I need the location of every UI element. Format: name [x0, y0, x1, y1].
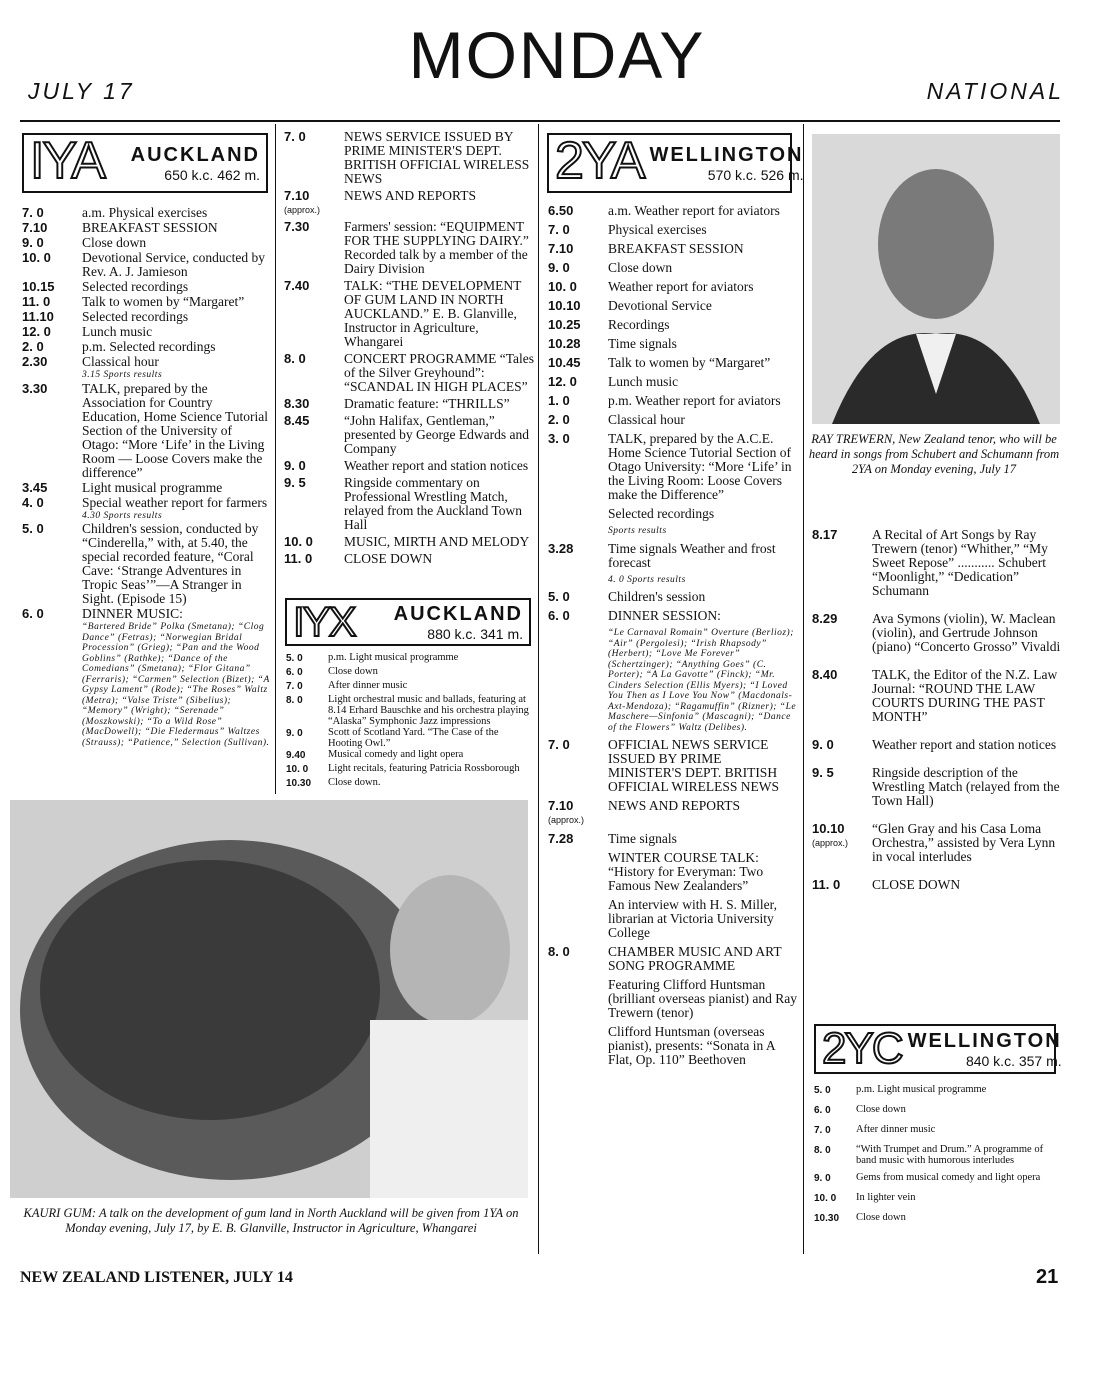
schedule-time: 10.30 [286, 778, 312, 789]
schedule-description: Time signals Weather and frost forecast [608, 540, 776, 570]
schedule-item [286, 666, 534, 680]
schedule-time: 3.45 [22, 479, 48, 495]
schedule-time: 6. 0 [286, 667, 303, 678]
schedule-description: 3.15 Sports results [82, 370, 163, 380]
schedule-description: Classical hour [82, 354, 159, 369]
schedule-item [22, 340, 272, 354]
schedule-description: Close down [82, 235, 147, 250]
schedule-description: NEWS AND REPORTS [344, 188, 476, 203]
schedule-item [22, 481, 272, 495]
schedule-item [812, 822, 1062, 864]
schedule-description: Scott of Scotland Yard. “The Case of the Hooting Owl.” [328, 727, 499, 749]
schedule-description: BREAKFAST SESSION [82, 220, 218, 235]
schedule-time: 10. 0 [284, 534, 313, 549]
schedule-time: 7.10 [22, 220, 48, 235]
schedule-time: 10.10 (approx.) [812, 822, 872, 864]
schedule-time: 9. 0 [284, 458, 306, 473]
schedule-item [548, 1025, 798, 1067]
column-divider [538, 124, 539, 1254]
schedule-description: Talk to women by “Margaret” [82, 294, 245, 309]
schedule-item [548, 261, 798, 275]
station-city: WELLINGTON [907, 1029, 1062, 1052]
schedule-description: Selected recordings [608, 506, 715, 521]
schedule-description: Dramatic feature: “THRILLS” [344, 396, 510, 411]
schedule-time: 2. 0 [22, 339, 44, 354]
schedule-item [286, 749, 534, 763]
schedule-item [22, 206, 272, 220]
schedule-time: 7.10 (approx.) [284, 189, 344, 217]
schedule-time [22, 370, 82, 381]
schedule-description: Featuring Clifford Huntsman (brilliant overseas pianist) and Ray Trewern (tenor) [608, 977, 797, 1020]
schedule-description: “With Trumpet and Drum.” A programme of band music with humorous interludes [856, 1144, 1044, 1166]
schedule-item [814, 1192, 1060, 1206]
column-divider [803, 124, 804, 1254]
schedule-time: 9. 0 [548, 260, 570, 275]
header-rule [20, 120, 1060, 122]
schedule-description: BREAKFAST SESSION [608, 241, 744, 256]
schedule-time: 8. 0 [814, 1145, 831, 1156]
schedule-time: 10. 0 [286, 764, 309, 775]
schedule-time: 7. 0 [284, 129, 306, 144]
schedule-time: 11. 0 [812, 877, 841, 892]
schedule-description: NEWS AND REPORTS [608, 798, 740, 813]
schedule-item [548, 799, 798, 827]
schedule-item [548, 628, 798, 733]
schedule-item [548, 738, 798, 794]
schedule-item [22, 355, 272, 369]
schedule-item [22, 221, 272, 235]
schedule-description: Ava Symons (violin), W. Maclean (violin), and Gertrude Johnson (piano) “Concerto Grosso” Vivaldi [872, 611, 1061, 654]
schedule-item [284, 279, 534, 349]
schedule-description: a.m. Weather report for aviators [608, 203, 780, 218]
page-number: 21 [1036, 1266, 1059, 1288]
station-badge-2yc [814, 1024, 1062, 1074]
schedule-item [814, 1084, 1060, 1098]
schedule-item [548, 575, 798, 586]
schedule-item [814, 1104, 1060, 1118]
schedule-description: CHAMBER MUSIC AND ART SONG PROGRAMME [608, 944, 782, 973]
trewern-caption: RAY TREWERN, New Zealand tenor, who will be heard in songs from Schubert and Schumann from 2YA on Monday evening, July 17 [808, 432, 1060, 476]
schedule-description: 4. 0 Sports results [608, 574, 686, 585]
schedule-time [548, 526, 608, 537]
schedule-item [284, 352, 534, 394]
schedule-description: “Bartered Bride” Polka (Smetana); “Clog Dance” (Fetras); “Norwegian Bridal Procession” (Grieg); “Pan and the Wood Goblins” (Rathke); “Dance of the Comedians” (Smetana); “Flor Gitana” (Ferraris); “Carmen” Selection (Bizet); “A Gypsy Lament” (Rode); “The Roses” Waltz (Metra); “Valse Triste” (Sibelius); “Memory” (Wright); “Serenade” (Moszkowski); “To a Wild Rose” (MacDowell); “Die Fledermaus” Waltzes (Strauss); “Patience,” Selection (Sullivan). [82, 622, 270, 748]
station-code: 2YA [555, 132, 644, 190]
schedule-description: “John Halifax, Gentleman,” presented by George Edwards and Company [344, 413, 529, 456]
schedule-time: 9.40 [286, 750, 306, 761]
schedule-item [284, 397, 534, 411]
schedule-item [548, 204, 798, 218]
schedule-time: 9. 5 [284, 475, 306, 490]
schedule-time [548, 507, 608, 521]
schedule-time: 6. 0 [814, 1105, 831, 1116]
schedule-description: A Recital of Art Songs by Ray Trewern (tenor) “Whither,” “My Sweet Repose” ........... Schubert “Moonlight,” “Dedication” Schumann [872, 527, 1048, 598]
schedule-time: 10. 0 [814, 1193, 837, 1204]
schedule-time [548, 851, 608, 893]
schedule-time: 1. 0 [548, 393, 570, 408]
schedule-time: 11. 0 [22, 294, 51, 309]
schedule-description: p.m. Weather report for aviators [608, 393, 781, 408]
schedule-description: Weather report and station notices [872, 737, 1057, 752]
schedule-description: Farmers' session: “EQUIPMENT FOR THE SUPPLYING DAIRY.” Recorded talk by a member of the Dairy Division [344, 219, 529, 276]
schedule-description: TALK, the Editor of the N.Z. Law Journal: “ROUND THE LAW COURTS DURING THE PAST MONTH” [872, 667, 1058, 724]
station-city: AUCKLAND [393, 602, 523, 625]
schedule-item [814, 1212, 1060, 1226]
schedule-item [22, 511, 272, 522]
schedule-item [22, 236, 272, 250]
iya-schedule [22, 206, 272, 749]
schedule-time: 6.50 [548, 203, 574, 218]
schedule-time [548, 978, 608, 1020]
schedule-item [22, 325, 272, 339]
schedule-time: 8. 0 [286, 695, 303, 706]
schedule-description: Children's session, conducted by “Cinderella,” with, at 5.40, the special recorded feature, “Coral Cave: ‘Strange Adventures in Tropic Seas’”—A Stranger in Sight. (Episode 15) [82, 521, 259, 606]
schedule-time [548, 628, 608, 733]
schedule-item [548, 851, 798, 893]
schedule-time: 10.15 [22, 279, 55, 294]
schedule-description: NEWS SERVICE ISSUED BY PRIME MINISTER'S DEPT. BRITISH OFFICIAL WIRELESS NEWS [344, 129, 530, 186]
schedule-item [548, 280, 798, 294]
schedule-item [548, 242, 798, 256]
2ya-evening-schedule [812, 528, 1062, 906]
station-badge-iyx [285, 598, 531, 646]
schedule-time: 7.10 (approx.) [548, 799, 608, 827]
schedule-time: 6. 0 [548, 608, 570, 623]
schedule-item [286, 694, 534, 727]
schedule-item [812, 612, 1062, 654]
schedule-time: 9. 0 [286, 728, 303, 739]
schedule-time [22, 511, 82, 522]
schedule-description: Close down [856, 1104, 906, 1115]
schedule-item [548, 356, 798, 370]
schedule-time [548, 898, 608, 940]
schedule-item [548, 590, 798, 604]
schedule-description: Sports results [608, 526, 667, 536]
page-title: MONDAY [408, 18, 706, 92]
schedule-description: Recordings [608, 317, 670, 332]
schedule-description: OFFICIAL NEWS SERVICE ISSUED BY PRIME MINISTER'S DEPT. BRITISH OFFICIAL WIRELESS NEWS [608, 737, 780, 794]
schedule-description: WINTER COURSE TALK: “History for Everyman: Two Famous New Zealanders” [608, 850, 764, 893]
schedule-item [812, 738, 1062, 752]
schedule-description: Lunch music [82, 324, 153, 339]
station-code: IYA [30, 132, 104, 190]
station-frequency: 650 k.c. 462 m. [164, 166, 260, 183]
schedule-item [284, 552, 534, 566]
schedule-item [548, 223, 798, 237]
schedule-description: Special weather report for farmers [82, 494, 268, 510]
schedule-time: 2.30 [22, 354, 48, 369]
schedule-item [812, 528, 1062, 598]
schedule-description: CLOSE DOWN [872, 877, 961, 892]
schedule-description: Close down. [328, 777, 381, 788]
schedule-time: 7. 0 [814, 1125, 831, 1136]
schedule-time: 11.10 [22, 309, 54, 324]
schedule-description: p.m. Light musical programme [856, 1084, 987, 1095]
schedule-description: An interview with H. S. Miller, librarian at Victoria University College [608, 897, 777, 940]
schedule-time: 10.45 [548, 355, 581, 370]
schedule-description: After dinner music [328, 680, 408, 691]
schedule-description: Children's session [608, 589, 706, 604]
schedule-time: 5. 0 [286, 653, 303, 664]
schedule-time: 7.40 [284, 278, 310, 293]
schedule-item [22, 622, 272, 748]
schedule-item [22, 370, 272, 381]
schedule-item [286, 652, 534, 666]
schedule-time: 10.30 [814, 1213, 840, 1224]
schedule-time [548, 1025, 608, 1067]
schedule-description: Clifford Huntsman (overseas pianist), presents: “Sonata in A Flat, Op. 110” Beethoven [608, 1024, 775, 1067]
schedule-item [548, 413, 798, 427]
schedule-time: 8.17 [812, 527, 838, 542]
schedule-time: 10. 0 [22, 250, 51, 265]
approx-note: (approx.) [284, 205, 321, 215]
schedule-item [812, 766, 1062, 808]
schedule-time [548, 575, 608, 586]
kauri-gum-photo-illustration [10, 800, 528, 1198]
schedule-description: “Glen Gray and his Casa Loma Orchestra,” assisted by Vera Lynn in vocal interludes [872, 821, 1056, 864]
schedule-description: DINNER SESSION: [608, 608, 721, 623]
schedule-time: 6. 0 [22, 606, 44, 621]
schedule-item [22, 310, 272, 324]
schedule-description: Selected recordings [82, 309, 189, 324]
schedule-time: 8. 0 [284, 351, 306, 366]
schedule-description: Devotional Service, conducted by Rev. A. J. Jamieson [82, 250, 265, 279]
ray-trewern-portrait [812, 134, 1060, 424]
schedule-description: CLOSE DOWN [344, 551, 433, 566]
schedule-description: Light recitals, featuring Patricia Rossborough [328, 763, 520, 774]
schedule-description: 4.30 Sports results [82, 510, 163, 521]
schedule-time: 9. 0 [814, 1173, 831, 1184]
schedule-item [284, 459, 534, 473]
schedule-item [548, 299, 798, 313]
schedule-item [22, 496, 272, 510]
schedule-item [548, 945, 798, 973]
schedule-item [284, 476, 534, 532]
schedule-description: “Le Carnaval Romain” Overture (Berlioz); “Air” (Pergolesi); “Irish Rhapsody” (Herbert); “Love Me Forever” (Schertzinger); “Anything Goes” (C. Porter); “A La Gavotte” (Finck); “Mr. Cinders Selection (Ellis Myers); “I Loved You Then as I Love You Now” (Macdonals-Axt-Mendoza); “Ragamuffin” (Rizner); “Le Maschere—Sinfonia” (Mascagni); “Dance of the Flowers” Waltz (Delibes). [608, 628, 797, 733]
schedule-item [284, 414, 534, 456]
schedule-time: 11. 0 [284, 551, 313, 566]
schedule-item [22, 280, 272, 294]
schedule-description: Close down [608, 260, 673, 275]
schedule-time [22, 622, 82, 748]
ray-trewern-photo [812, 134, 1060, 424]
schedule-description: Classical hour [608, 412, 685, 427]
schedule-time: 10.25 [548, 317, 581, 332]
schedule-item [548, 507, 798, 521]
schedule-description: Weather report and station notices [344, 458, 529, 473]
station-city: AUCKLAND [130, 143, 260, 166]
schedule-description: Selected recordings [82, 279, 189, 294]
schedule-item [548, 978, 798, 1020]
schedule-time: 7.28 [548, 831, 574, 846]
schedule-time: 7. 0 [548, 737, 570, 752]
schedule-description: DINNER MUSIC: [82, 606, 183, 621]
schedule-item [286, 727, 534, 749]
schedule-time: 10.10 [548, 298, 581, 313]
schedule-description: Talk to women by “Margaret” [608, 355, 771, 370]
schedule-time: 3.28 [548, 540, 574, 556]
schedule-description: p.m. Selected recordings [82, 339, 216, 354]
schedule-item [548, 542, 798, 570]
schedule-time: 7. 0 [548, 222, 570, 237]
schedule-description: Physical exercises [608, 222, 707, 237]
schedule-description: Gems from musical comedy and light opera [856, 1172, 1041, 1183]
station-frequency: 840 k.c. 357 m. [965, 1052, 1062, 1069]
station-badge-iya [22, 133, 268, 193]
schedule-item [22, 522, 272, 606]
schedule-description: MUSIC, MIRTH AND MELODY [344, 534, 530, 549]
schedule-item [22, 382, 272, 480]
schedule-time: 8.30 [284, 396, 310, 411]
publication-footer: NEW ZEALAND LISTENER, JULY 14 [20, 1269, 293, 1286]
schedule-time: 10. 0 [548, 279, 577, 294]
schedule-item [284, 535, 534, 549]
schedule-time: 8.29 [812, 611, 838, 626]
schedule-item [548, 432, 798, 502]
schedule-item [548, 609, 798, 623]
schedule-description: TALK, prepared by the A.C.E. Home Science Tutorial Section of Otago University: “More ‘Life’ in the Living Room: Loose Covers make the Difference” [608, 431, 792, 502]
schedule-item [22, 251, 272, 279]
schedule-time: 5. 0 [548, 589, 570, 604]
schedule-description: TALK: “THE DEVELOPMENT OF GUM LAND IN NORTH AUCKLAND.” E. B. Glanville, Instructor in Agriculture, Whangarei [344, 278, 522, 349]
schedule-item [284, 220, 534, 276]
schedule-time: 7.30 [284, 219, 310, 234]
approx-note: (approx.) [812, 838, 849, 848]
schedule-time: 10.28 [548, 336, 581, 351]
kauri-gum-photo [10, 800, 528, 1198]
schedule-description: Devotional Service [608, 298, 712, 313]
schedule-description: Light orchestral music and ballads, featuring at 8.14 Erhard Bauschke and his orchestra playing “Alaska” Symphonic Jazz impressions [328, 694, 529, 727]
schedule-description: Close down [856, 1212, 906, 1223]
schedule-time: 2. 0 [548, 412, 570, 427]
schedule-item [548, 832, 798, 846]
schedule-time: 8.40 [812, 667, 838, 682]
schedule-time: 7. 0 [22, 205, 44, 220]
schedule-time: 5. 0 [814, 1085, 831, 1096]
schedule-item [812, 878, 1062, 892]
schedule-description: CONCERT PROGRAMME “Tales of the Silver Greyhound”: “SCANDAL IN HIGH PLACES” [344, 351, 535, 394]
schedule-time: 3. 0 [548, 431, 570, 446]
schedule-time: 8. 0 [548, 944, 570, 959]
schedule-description: Close down [328, 666, 378, 677]
2ya-schedule [548, 204, 798, 1072]
schedule-description: Lunch music [608, 374, 679, 389]
schedule-description: Ringside commentary on Professional Wrestling Match, relayed from the Auckland Town Hall [344, 475, 523, 532]
column-divider [275, 124, 276, 794]
schedule-description: In lighter vein [856, 1192, 916, 1203]
station-code: 2YC [822, 1024, 902, 1073]
schedule-description: After dinner music [856, 1124, 936, 1135]
schedule-item [286, 763, 534, 777]
schedule-item [284, 130, 534, 186]
schedule-item [812, 668, 1062, 724]
schedule-time: 9. 0 [22, 235, 44, 250]
kauri-caption: KAURI GUM: A talk on the development of gum land in North Auckland will be given from 1YA on Monday evening, July 17, by E. B. Glanville, Instructor in Agriculture, Whangarei [23, 1206, 519, 1235]
schedule-item [548, 337, 798, 351]
schedule-item [22, 295, 272, 309]
schedule-time: 7. 0 [286, 681, 303, 692]
schedule-item [548, 526, 798, 537]
station-frequency: 880 k.c. 341 m. [427, 625, 523, 642]
station-code: IYX [293, 598, 355, 645]
station-badge-2ya [547, 132, 804, 193]
schedule-item [814, 1144, 1060, 1166]
schedule-item [814, 1124, 1060, 1138]
schedule-time: 9. 0 [812, 737, 834, 752]
schedule-item [548, 375, 798, 389]
schedule-time: 7.10 [548, 241, 574, 256]
schedule-description: Ringside description of the Wrestling Match (relayed from the Town Hall) [872, 765, 1060, 808]
schedule-time: 5. 0 [22, 521, 44, 536]
schedule-item [284, 189, 534, 217]
schedule-description: Weather report for aviators [608, 279, 754, 294]
date-label: JULY 17 [28, 78, 135, 104]
schedule-time: 9. 5 [812, 765, 834, 780]
2yc-schedule [814, 1084, 1060, 1232]
station-city: WELLINGTON [649, 143, 804, 166]
schedule-description: a.m. Physical exercises [82, 205, 208, 220]
iya-evening-schedule [284, 130, 534, 569]
schedule-time: 8.45 [284, 413, 310, 428]
schedule-item [22, 607, 272, 621]
schedule-description: p.m. Light musical programme [328, 652, 459, 663]
schedule-time: 3.30 [22, 380, 48, 396]
schedule-item [286, 777, 534, 791]
schedule-time: 12. 0 [548, 374, 577, 389]
schedule-item [548, 318, 798, 332]
schedule-description: Time signals [608, 831, 677, 846]
schedule-item [548, 394, 798, 408]
schedule-item [814, 1172, 1060, 1186]
schedule-description: Light musical programme [82, 479, 223, 495]
schedule-description: Musical comedy and light opera [328, 749, 464, 760]
schedule-description: TALK, prepared by the Association for Country Education, Home Science Tutorial Section of the University of Otago: “More ‘Life’ in the Living Room — Loose Covers make the difference” [82, 380, 268, 480]
station-frequency: 570 k.c. 526 m. [707, 166, 804, 183]
schedule-item [286, 680, 534, 694]
schedule-time: 4. 0 [22, 494, 44, 510]
iyx-schedule [286, 652, 534, 791]
schedule-description: Time signals [608, 336, 677, 351]
network-label: NATIONAL [926, 78, 1064, 104]
schedule-time: 12. 0 [22, 324, 51, 339]
schedule-item [548, 898, 798, 940]
approx-note: (approx.) [548, 815, 585, 825]
